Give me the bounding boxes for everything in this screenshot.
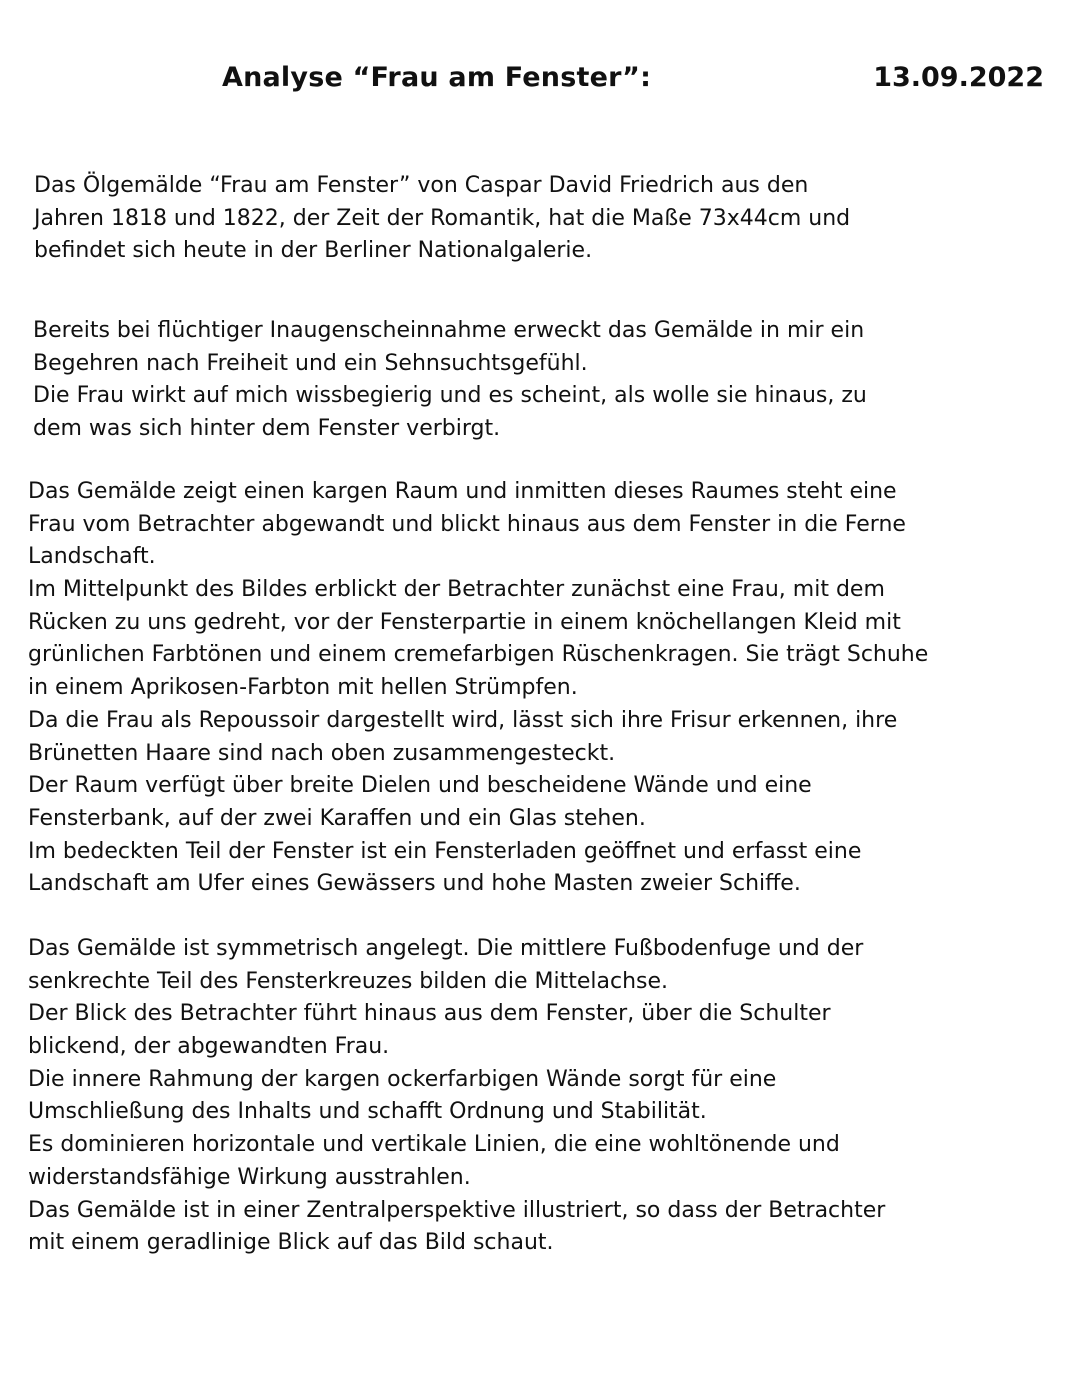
text-line: Die innere Rahmung der kargen ockerfarbigen Wände sorgt für eine <box>28 1066 777 1092</box>
text-line: dem was sich hinter dem Fenster verbirgt. <box>33 416 501 442</box>
text-line: senkrechte Teil des Fensterkreuzes bilden die Mittelachse. <box>28 968 669 994</box>
text-line: Der Raum verfügt über breite Dielen und bescheidene Wände und eine <box>28 773 812 799</box>
text-line: Das Gemälde ist symmetrisch angelegt. Die mittlere Fußbodenfuge und der <box>28 936 864 961</box>
text-line: Landschaft. <box>28 544 156 570</box>
text-line: mit einem geradlinige Blick auf das Bild schaut. <box>28 1230 554 1256</box>
text-line: blickend, der abgewandten Frau. <box>28 1034 390 1060</box>
text-line: Da die Frau als Repoussoir dargestellt wird, lässt sich ihre Frisur erkennen, ihre <box>28 707 898 733</box>
text-line: Die Frau wirkt auf mich wissbegierig und es scheint, als wolle sie hinaus, zu <box>33 383 867 409</box>
text-line: grünlichen Farbtönen und einem cremefarbigen Rüschenkragen. Sie trägt Schuhe <box>28 642 929 668</box>
document-header <box>0 62 1080 102</box>
document-title: Analyse “Frau am Fenster”: <box>222 62 652 93</box>
document-date: 13.09.2022 <box>873 62 1044 93</box>
text-line: Der Blick des Betrachter führt hinaus aus dem Fenster, über die Schulter <box>28 1001 831 1027</box>
text-line: Rücken zu uns gedreht, vor der Fensterpartie in einem knöchellangen Kleid mit <box>28 609 901 635</box>
text-line: Bereits bei flüchtiger Inaugenscheinnahme erweckt das Gemälde in mir ein <box>33 318 865 343</box>
paragraph-first-impression <box>33 315 867 446</box>
text-line: Das Gemälde zeigt einen kargen Raum und inmitten dieses Raumes steht eine <box>28 479 897 504</box>
text-line: Fensterbank, auf der zwei Karaffen und ein Glas stehen. <box>28 805 646 831</box>
text-line: Brünetten Haare sind nach oben zusammengesteckt. <box>28 740 616 766</box>
paragraph-intro <box>34 170 850 268</box>
text-line: Es dominieren horizontale und vertikale Linien, die eine wohltönende und <box>28 1132 840 1158</box>
text-line: in einem Aprikosen-Farbton mit hellen Strümpfen. <box>28 675 578 701</box>
paragraph-description <box>28 476 928 901</box>
text-line: befindet sich heute in der Berliner Nationalgalerie. <box>34 238 593 264</box>
text-line: Im Mittelpunkt des Bildes erblickt der Betrachter zunächst eine Frau, mit dem <box>28 577 885 603</box>
text-line: Frau vom Betrachter abgewandt und blickt hinaus aus dem Fenster in die Ferne <box>28 511 906 537</box>
paragraph-composition <box>28 933 885 1260</box>
text-line: Das Ölgemälde “Frau am Fenster” von Caspar David Friedrich aus den <box>34 173 809 198</box>
text-line: Landschaft am Ufer eines Gewässers und hohe Masten zweier Schiffe. <box>28 871 801 897</box>
text-line: Begehren nach Freiheit und ein Sehnsuchtsgefühl. <box>33 350 588 376</box>
text-line: Jahren 1818 und 1822, der Zeit der Romantik, hat die Maße 73x44cm und <box>34 205 851 231</box>
text-line: widerstandsfähige Wirkung ausstrahlen. <box>28 1164 471 1190</box>
text-line: Das Gemälde ist in einer Zentralperspektive illustriert, so dass der Betrachter <box>28 1197 886 1223</box>
text-line: Umschließung des Inhalts und schafft Ordnung und Stabilität. <box>28 1099 707 1125</box>
text-line: Im bedeckten Teil der Fenster ist ein Fensterladen geöffnet und erfasst eine <box>28 838 862 864</box>
